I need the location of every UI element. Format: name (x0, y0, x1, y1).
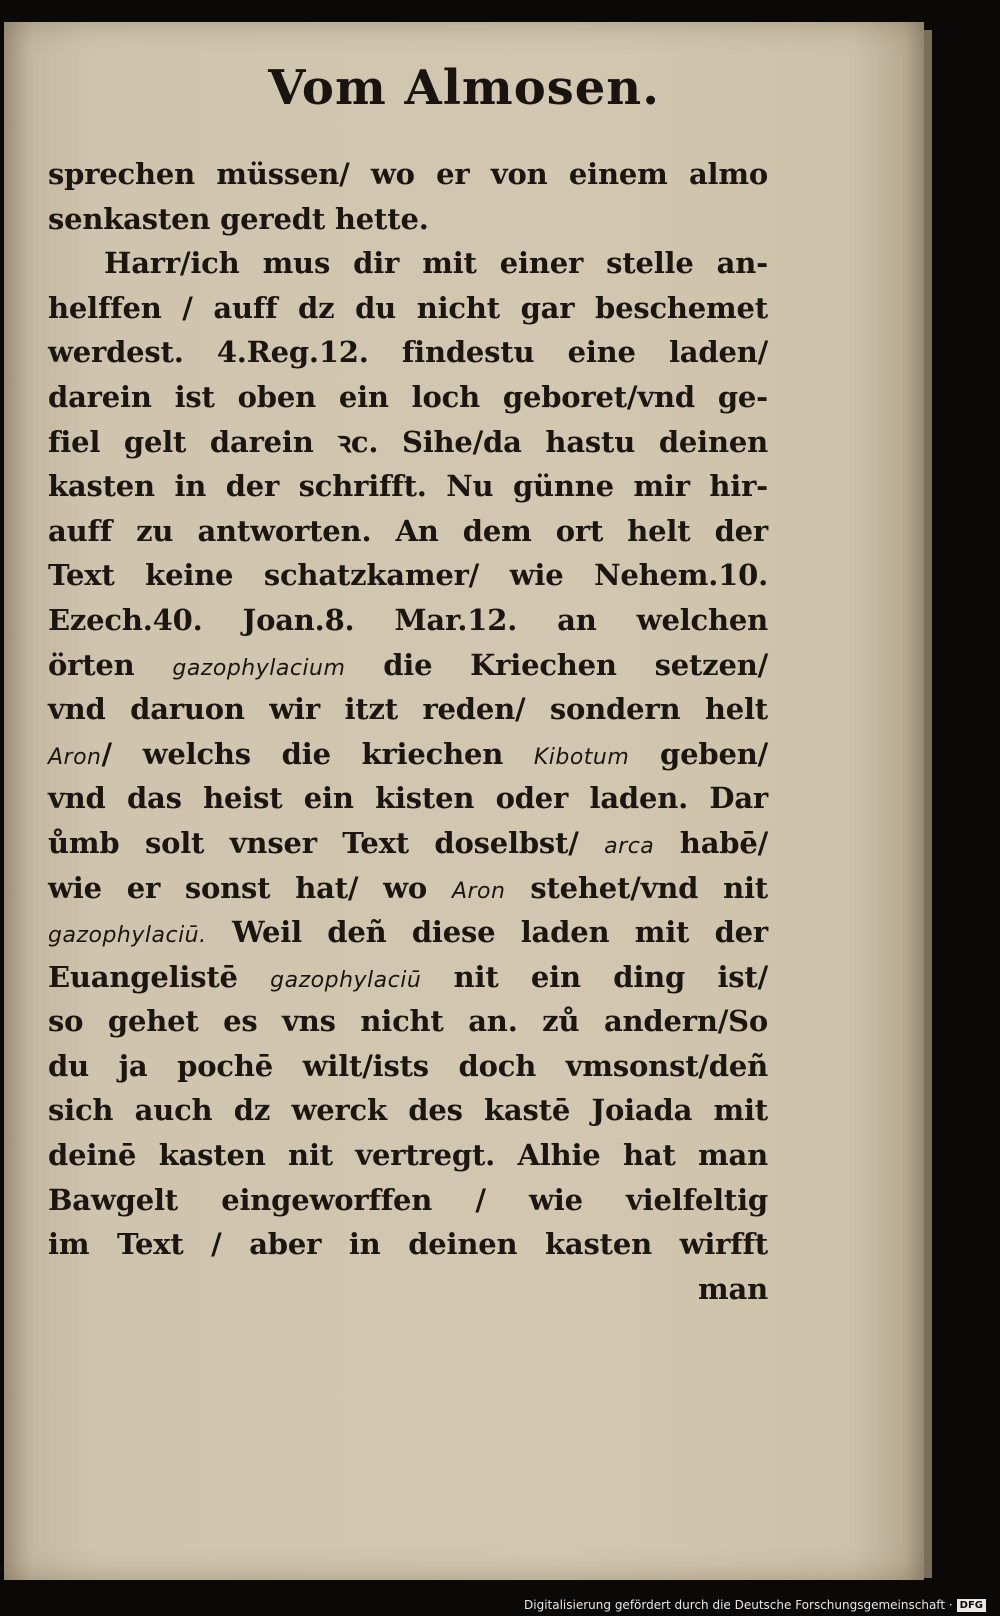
text-segment: Harr/ich mus dir mit einer stelle an- (104, 246, 768, 281)
text-segment: stehet/vnd nit (505, 870, 768, 905)
text-line (48, 821, 768, 866)
book-page (4, 22, 924, 1580)
text-line (48, 776, 768, 821)
text-segment: Ezech.40. Joan.8. Mar.12. an welchen (48, 602, 768, 637)
text-line (48, 509, 768, 554)
page-edge (924, 30, 932, 1578)
text-line (48, 1178, 768, 1223)
text-line (48, 1044, 768, 1089)
text-segment: wie er sonst hat/ wo (48, 870, 452, 905)
footer-credit (524, 1598, 986, 1612)
text-line (48, 420, 768, 465)
text-segment: so gehet es vns nicht an. zů andern/So (48, 1004, 768, 1039)
footer-text: Digitalisierung gefördert durch die Deutsche Forschungsgemeinschaft · (524, 1598, 953, 1612)
text-line (48, 910, 768, 955)
text-segment: Weil deñ diese laden mit der (206, 915, 768, 950)
text-line (48, 1267, 768, 1312)
page-header: Vom Almosen. (268, 60, 660, 116)
text-segment: helffen / auff dz du nicht gar beschemet (48, 290, 768, 325)
text-line (48, 241, 768, 286)
text-segment: werdest. 4.Reg.12. findestu eine laden/ (48, 335, 768, 370)
text-block (48, 152, 768, 1311)
text-segment: Text keine schatzkamer/ wie Nehem.10. (48, 558, 768, 593)
latin-term: gazophylaciū (270, 967, 422, 993)
text-segment: sich auch dz werck des kastē Joiada mit (48, 1093, 768, 1128)
latin-term: Kibotum (533, 744, 630, 770)
text-line (48, 1088, 768, 1133)
text-segment: fiel gelt darein ꝛc. Sihe/da hastu deinen (48, 424, 768, 459)
text-line (48, 375, 768, 420)
text-segment: man (698, 1271, 768, 1306)
text-line (48, 866, 768, 911)
text-segment: / welchs die kriechen (101, 736, 534, 771)
text-line (48, 999, 768, 1044)
text-line (48, 732, 768, 777)
text-line (48, 553, 768, 598)
text-segment: im Text / aber in deinen kasten wirfft (48, 1227, 768, 1262)
text-line (48, 286, 768, 331)
text-segment: senkasten geredt hette. (48, 201, 429, 236)
latin-term: Aron (451, 878, 506, 904)
text-segment: vnd das heist ein kisten oder laden. Dar (48, 781, 768, 816)
text-segment: kasten in der schrifft. Nu günne mir hir- (48, 469, 768, 504)
text-segment: geben/ (629, 736, 768, 771)
text-line (48, 464, 768, 509)
latin-term: Aron (48, 744, 102, 770)
text-line (48, 598, 768, 643)
text-segment: vnd daruon wir itzt reden/ sondern helt (48, 692, 768, 727)
latin-term: gazophylaciū. (48, 923, 207, 949)
text-segment: ůmb solt vnser Text doselbst/ (48, 825, 605, 860)
text-segment: habē/ (654, 825, 769, 860)
text-line (48, 152, 768, 197)
text-segment: Euangelistē (48, 959, 271, 994)
text-line (48, 1222, 768, 1267)
latin-term: gazophylacium (172, 655, 346, 681)
text-line (48, 330, 768, 375)
text-line (48, 1133, 768, 1178)
text-line (48, 197, 768, 242)
text-line (48, 643, 768, 688)
text-segment: sprechen müssen/ wo er von einem almo (48, 157, 768, 191)
text-segment: auff zu antworten. An dem ort helt der (48, 513, 768, 548)
text-segment: deinē kasten nit vertregt. Alhie hat man (48, 1138, 768, 1173)
text-segment: du ja pochē wilt/ists doch vmsonst/deñ (48, 1048, 768, 1083)
dfg-logo: DFG (957, 1599, 986, 1612)
text-segment: örten (48, 647, 173, 682)
text-segment: Bawgelt eingeworffen / wie vielfeltig (48, 1182, 768, 1217)
text-segment: die Kriechen setzen/ (345, 647, 768, 682)
text-segment: nit ein ding ist/ (421, 959, 768, 994)
text-line (48, 687, 768, 732)
latin-term: arca (604, 833, 655, 859)
text-segment: darein ist oben ein loch geboret/vnd ge- (48, 379, 768, 414)
text-line (48, 955, 768, 1000)
